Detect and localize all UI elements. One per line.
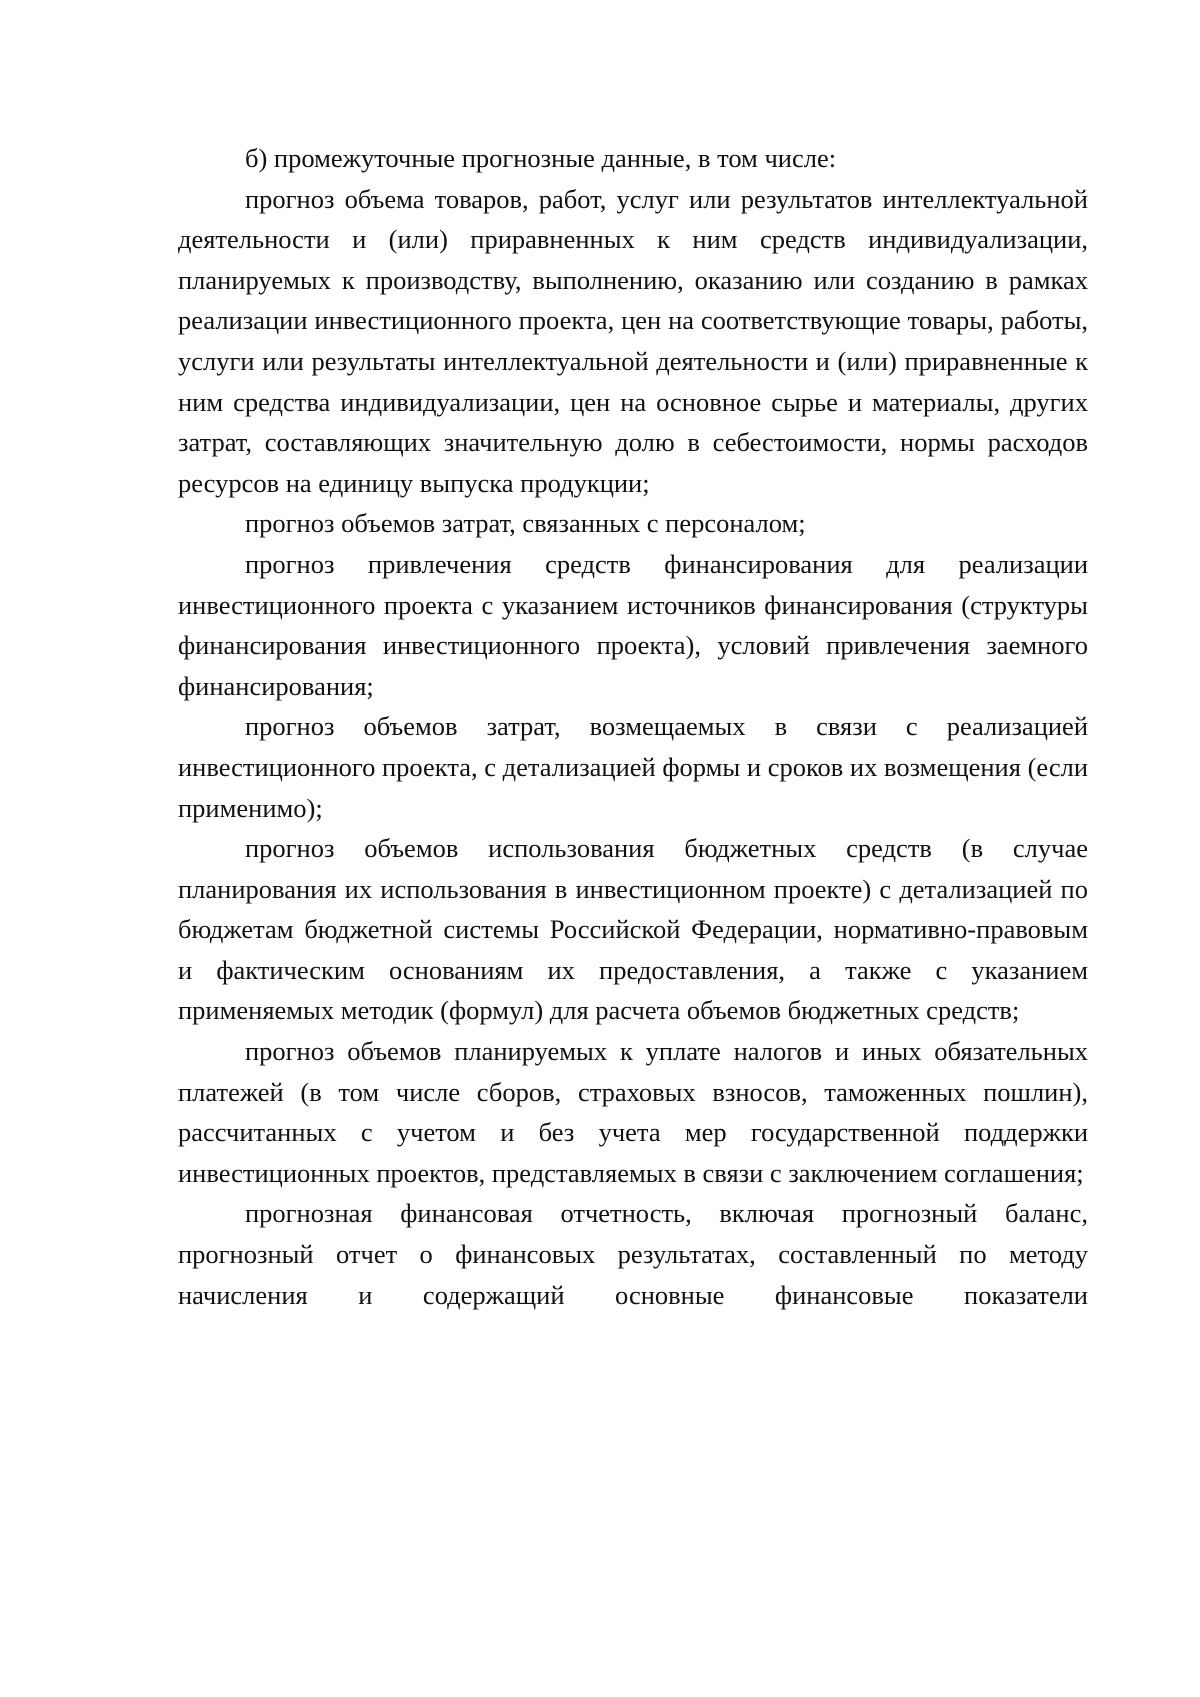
document-body <box>178 138 1088 1315</box>
paragraph-reimbursed-costs: прогноз объемов затрат, возмещаемых в связи с реализацией инвестиционного проекта, с детализацией формы и сроков их возмещения (если применимо); <box>178 711 1088 823</box>
paragraph-budget-funds: прогноз объемов использования бюджетных средств (в случае планирования их использования в инвестиционном проекте) с детализацией по бюджетам бюджетной системы Российской Федерации, нормативно-правовым и фактическим основаниям их предоставления, а также с указанием применяемых методик (формул) для расчета объемов бюджетных средств; <box>178 833 1088 1026</box>
paragraph-taxes-forecast: прогноз объемов планируемых к уплате налогов и иных обязательных платежей (в том числе сборов, страховых взносов, таможенных пошлин), рассчитанных с учетом и без учета мер государственной поддержки инвестиционных проектов, представляемых в связи с заключением соглашения; <box>178 1036 1088 1188</box>
paragraph-intermediate-data-heading: б) промежуточные прогнозные данные, в том числе: <box>245 143 837 173</box>
paragraph-financial-statements: прогнозная финансовая отчетность, включая прогнозный баланс, прогнозный отчет о финансовых результатах, составленный по методу начисления и содержащий основные финансовые показатели <box>178 1198 1088 1310</box>
paragraph-financing-forecast: прогноз привлечения средств финансирования для реализации инвестиционного проекта с указанием источников финансирования (структуры финансирования инвестиционного проекта), условий привлечения заемного финансирования; <box>178 548 1088 701</box>
paragraph-personnel-costs: прогноз объемов затрат, связанных с персоналом; <box>245 508 806 539</box>
paragraph-volume-forecast: прогноз объема товаров, работ, услуг или результатов интеллектуальной деятельности и (или) приравненных к ним средств индивидуализации, планируемых к производству, выполнению, оказанию или созданию в рамках реализации инвестиционного проекта, цен на соответствующие товары, работы, услуги или результаты интеллектуальной деятельности и (или) приравненные к ним средства индивидуализации, цен на основное сырье и материалы, других затрат, составляющих значительную долю в себестоимости, нормы расходов ресурсов на единицу выпуска продукции; <box>178 183 1088 498</box>
